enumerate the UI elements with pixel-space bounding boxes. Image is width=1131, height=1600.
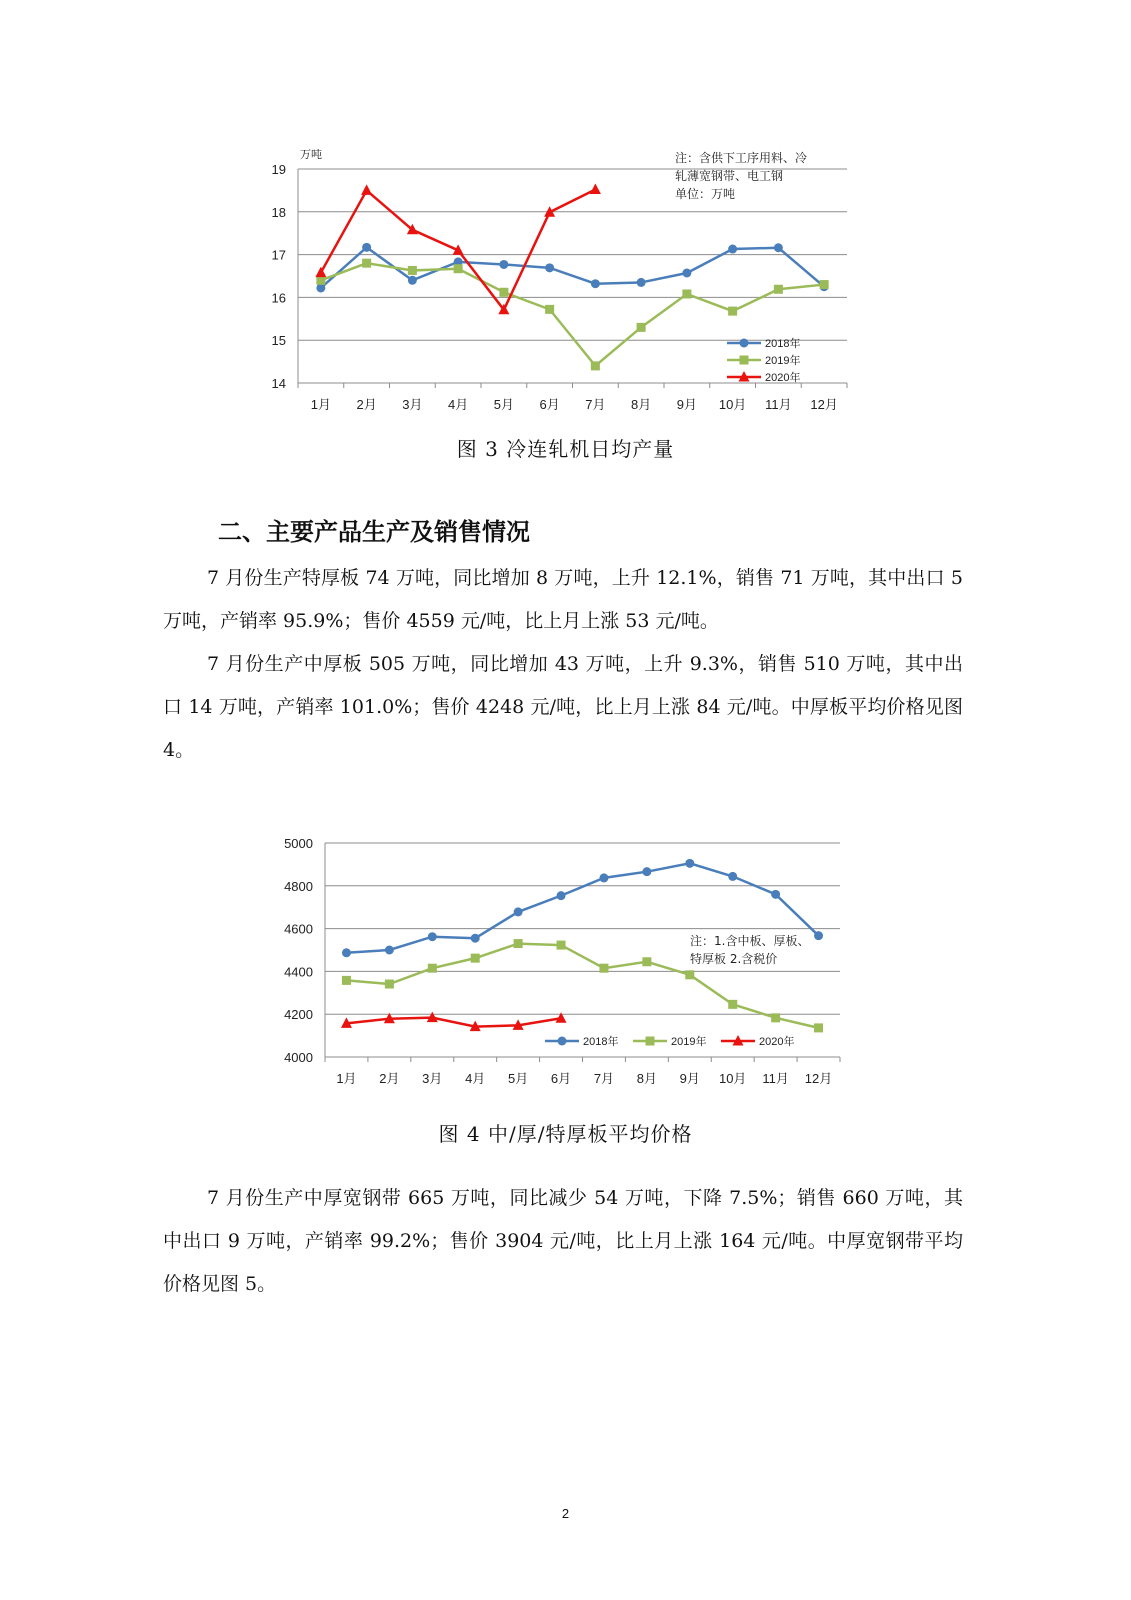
legend-marker — [558, 1037, 567, 1046]
figure-4-chart — [0, 820, 1131, 1110]
x-tick-label: 11月 — [762, 1071, 789, 1086]
section-heading: 二、主要产品生产及销售情况 — [218, 518, 530, 546]
cold-rolling-daily-output-chart — [0, 0, 1131, 425]
page-number: 2 — [561, 1506, 570, 1521]
legend — [545, 1034, 794, 1048]
data-point — [774, 243, 783, 252]
data-point — [685, 859, 694, 868]
legend-label: 2019年 — [765, 355, 801, 367]
x-tick-label: 7月 — [585, 397, 606, 412]
legend-marker — [646, 1037, 655, 1046]
data-point — [385, 980, 394, 989]
x-tick-label: 11月 — [765, 397, 792, 412]
y-tick-label: 4800 — [284, 878, 313, 894]
note-line: 特厚板 2.含税价 — [690, 952, 778, 966]
data-point — [814, 1023, 823, 1032]
data-point — [557, 941, 566, 950]
data-point — [361, 184, 372, 195]
y-axis-label: 万吨 — [300, 149, 322, 161]
data-point — [362, 259, 371, 268]
x-tick-label: 1月 — [310, 397, 331, 412]
data-point — [590, 184, 601, 195]
x-tick-label: 12月 — [810, 397, 838, 412]
chart-note — [675, 150, 807, 201]
series-line — [346, 1018, 561, 1027]
data-point — [728, 245, 737, 254]
x-tick-label: 10月 — [718, 1071, 747, 1086]
figure-3-chart — [0, 0, 1131, 425]
series-2020年 — [315, 184, 601, 315]
data-point — [428, 964, 437, 973]
data-point — [637, 323, 646, 332]
legend-label: 2020年 — [765, 372, 801, 384]
data-point — [771, 890, 780, 899]
data-point — [499, 288, 508, 297]
x-tick-label: 9月 — [676, 397, 697, 412]
data-point — [591, 279, 600, 288]
data-point — [599, 873, 608, 882]
x-tick-label: 2月 — [356, 397, 377, 412]
data-point — [591, 361, 600, 370]
x-tick-label: 3月 — [402, 397, 423, 412]
x-tick-label: 10月 — [718, 397, 747, 412]
data-point — [499, 260, 508, 269]
data-point — [599, 964, 608, 973]
data-point — [385, 946, 394, 955]
data-point — [682, 269, 691, 278]
paragraph-medium-thick-plate: 7 月份生产中厚板 505 万吨，同比增加 43 万吨，上升 9.3%，销售 510 万吨，其中出口 14 万吨，产销率 101.0%；售价 4248 元/吨，比上月上涨 84 元/吨。中厚板平均价格见图 4。 — [163, 653, 963, 761]
chart-note — [690, 933, 809, 966]
data-point — [408, 276, 417, 285]
note-line: 轧薄宽钢带、电工钢 — [675, 169, 784, 183]
data-point — [454, 264, 463, 273]
x-tick-label: 12月 — [804, 1071, 833, 1086]
data-point — [642, 867, 651, 876]
y-tick-label: 18 — [271, 204, 286, 220]
data-point — [771, 1013, 780, 1022]
x-tick-label: 9月 — [679, 1071, 700, 1086]
data-point — [728, 1000, 737, 1009]
x-tick-label: 8月 — [636, 1071, 657, 1086]
x-tick-label: 7月 — [593, 1071, 615, 1086]
x-tick-label: 1月 — [336, 1071, 357, 1086]
x-tick-label: 4月 — [465, 1071, 486, 1086]
data-point — [728, 872, 737, 881]
legend-label: 2018年 — [765, 338, 801, 350]
y-tick-label: 4400 — [284, 964, 313, 980]
legend-label: 2019年 — [671, 1036, 707, 1048]
data-point — [316, 276, 325, 285]
x-tick-label: 6月 — [550, 1071, 572, 1086]
data-point — [342, 948, 351, 957]
legend — [727, 336, 800, 384]
data-point — [362, 243, 371, 252]
x-tick-label: 5月 — [493, 397, 514, 412]
data-point — [774, 285, 783, 294]
y-tick-label: 16 — [271, 290, 286, 306]
plate-average-price-chart — [0, 820, 1131, 1110]
note-line: 注：含供下工序用料、冷 — [675, 151, 808, 165]
data-point — [545, 305, 554, 314]
data-point — [557, 891, 566, 900]
y-tick-label: 5000 — [284, 836, 313, 851]
legend-label: 2020年 — [759, 1036, 795, 1048]
y-tick-label: 15 — [271, 333, 286, 349]
figure-3-caption: 图 3 冷连轧机日均产量 — [456, 437, 675, 461]
data-point — [820, 280, 829, 289]
note-line: 注：1.含中板、厚板、 — [690, 934, 810, 948]
legend-marker — [740, 339, 749, 348]
x-tick-label: 3月 — [422, 1071, 443, 1086]
y-tick-label: 4000 — [284, 1050, 313, 1065]
paragraph-extra-thick-plate: 7 月份生产特厚板 74 万吨，同比增加 8 万吨，上升 12.1%，销售 71 万吨，其中出口 5 万吨，产销率 95.9%；售价 4559 元/吨，比上月上涨 53 元/吨。 — [163, 567, 963, 632]
y-tick-label: 14 — [271, 376, 286, 391]
data-point — [814, 931, 823, 940]
x-tick-label: 8月 — [631, 397, 652, 412]
data-point — [642, 957, 651, 966]
y-tick-label: 19 — [271, 162, 286, 177]
legend-label: 2018年 — [583, 1036, 619, 1048]
data-point — [685, 970, 694, 979]
data-point — [471, 934, 480, 943]
x-tick-label: 4月 — [448, 397, 469, 412]
figure-4-caption: 图 4 中/厚/特厚板平均价格 — [438, 1122, 693, 1146]
y-tick-label: 4600 — [284, 921, 313, 937]
data-point — [514, 939, 523, 948]
legend-marker — [740, 356, 749, 365]
x-tick-label: 5月 — [508, 1071, 529, 1086]
data-point — [428, 932, 437, 941]
series-line — [321, 263, 824, 366]
data-point — [316, 283, 325, 292]
data-point — [545, 263, 554, 272]
data-point — [514, 907, 523, 916]
data-point — [408, 266, 417, 275]
paragraph-wide-strip: 7 月份生产中厚宽钢带 665 万吨，同比减少 54 万吨，下降 7.5%；销售 660 万吨，其中出口 9 万吨，产销率 99.2%；售价 3904 元/吨，比上月上涨 164 元/吨。中厚宽钢带平均价格见图 5。 — [163, 1187, 963, 1295]
data-point — [637, 278, 646, 287]
x-tick-label: 6月 — [539, 397, 560, 412]
y-tick-label: 17 — [271, 247, 286, 263]
note-line: 单位：万吨 — [675, 187, 736, 201]
data-point — [342, 976, 351, 985]
data-point — [471, 954, 480, 963]
data-point — [682, 289, 691, 298]
x-tick-label: 2月 — [379, 1071, 400, 1086]
y-tick-label: 4200 — [284, 1007, 313, 1023]
data-point — [728, 307, 737, 316]
